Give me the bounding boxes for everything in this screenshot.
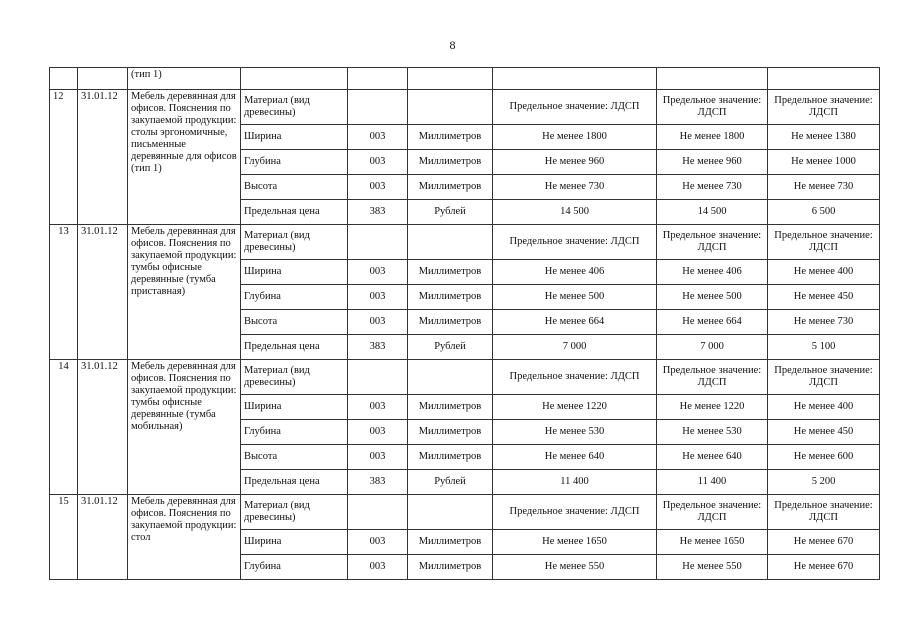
cell-characteristic: Высота (241, 310, 348, 335)
cell-okei-code: 003 (348, 420, 408, 445)
cell-value-3: Не менее 400 (768, 395, 880, 420)
cell-unit: Миллиметров (408, 445, 493, 470)
cell-product-name: Мебель деревянная для офисов. Пояснения по закупаемой продукции: тумбы офисные деревянные (тумба мобильная) (128, 360, 241, 495)
cell-okei-code (348, 90, 408, 125)
cell-value-3: Не менее 450 (768, 420, 880, 445)
cell-value-3: Не менее 730 (768, 310, 880, 335)
table-row (50, 495, 880, 530)
table-row (50, 90, 880, 125)
cell-product-name: Мебель деревянная для офисов. Пояснения по закупаемой продукции: тумбы офисные деревянные (тумба приставная) (128, 225, 241, 360)
cell-value-3: 5 200 (768, 470, 880, 495)
cell-value-2: Не менее 730 (657, 175, 768, 200)
cell-product-name: Мебель деревянная для офисов. Пояснения по закупаемой продукции: стол (128, 495, 241, 580)
cell-characteristic: Глубина (241, 285, 348, 310)
cell-value-2: Не менее 640 (657, 445, 768, 470)
cell-okei-code: 003 (348, 285, 408, 310)
cell-characteristic: Предельная цена (241, 470, 348, 495)
cell-value-1: Не менее 530 (493, 420, 657, 445)
cell-okei-code: 003 (348, 175, 408, 200)
cell-value-3: Не менее 450 (768, 285, 880, 310)
cell-unit: Рублей (408, 470, 493, 495)
cell-value-3: Предельное значение: ЛДСП (768, 90, 880, 125)
cell-value-1: Не менее 550 (493, 555, 657, 580)
cell-okpd-code: 31.01.12 (78, 225, 128, 360)
cell-empty (241, 68, 348, 90)
cell-characteristic: Высота (241, 445, 348, 470)
cell-value-1: 11 400 (493, 470, 657, 495)
cell-okei-code: 003 (348, 555, 408, 580)
cell-row-number: 12 (50, 90, 78, 225)
cell-characteristic: Предельная цена (241, 335, 348, 360)
cell-value-1: Не менее 730 (493, 175, 657, 200)
cell-value-3: Предельное значение: ЛДСП (768, 495, 880, 530)
spec-table (49, 67, 880, 580)
cell-unit (408, 90, 493, 125)
cell-value-2: Предельное значение: ЛДСП (657, 225, 768, 260)
cell-value-2: Не менее 406 (657, 260, 768, 285)
cell-unit: Рублей (408, 200, 493, 225)
cell-characteristic: Материал (вид древесины) (241, 225, 348, 260)
cell-okei-code: 003 (348, 395, 408, 420)
cell-unit: Миллиметров (408, 420, 493, 445)
cell-value-2: 14 500 (657, 200, 768, 225)
cell-name-continuation: (тип 1) (128, 68, 241, 90)
cell-unit (408, 495, 493, 530)
cell-value-2: 11 400 (657, 470, 768, 495)
cell-okei-code: 003 (348, 530, 408, 555)
cell-unit: Миллиметров (408, 530, 493, 555)
cell-value-1: Не менее 960 (493, 150, 657, 175)
cell-value-1: Предельное значение: ЛДСП (493, 495, 657, 530)
cell-value-1: Не менее 664 (493, 310, 657, 335)
cell-characteristic: Ширина (241, 395, 348, 420)
table-row (50, 360, 880, 395)
cell-product-name: Мебель деревянная для офисов. Пояснения по закупаемой продукции: столы эргономичные, письменные деревянные для офисов (тип 1) (128, 90, 241, 225)
cell-value-3: Не менее 670 (768, 555, 880, 580)
cell-value-3: Не менее 1380 (768, 125, 880, 150)
cell-characteristic: Высота (241, 175, 348, 200)
cell-value-3: Предельное значение: ЛДСП (768, 360, 880, 395)
cell-value-1: Предельное значение: ЛДСП (493, 90, 657, 125)
cell-okei-code: 383 (348, 335, 408, 360)
cell-characteristic: Материал (вид древесины) (241, 495, 348, 530)
cell-unit: Миллиметров (408, 310, 493, 335)
cell-value-1: Не менее 500 (493, 285, 657, 310)
cell-okei-code (348, 360, 408, 395)
cell-row-number: 13 (50, 225, 78, 360)
cell-empty (408, 68, 493, 90)
cell-characteristic: Материал (вид древесины) (241, 360, 348, 395)
cell-characteristic: Глубина (241, 150, 348, 175)
cell-value-1: Не менее 1650 (493, 530, 657, 555)
table-row-continuation (50, 68, 880, 90)
cell-value-3: Не менее 730 (768, 175, 880, 200)
cell-value-1: Предельное значение: ЛДСП (493, 225, 657, 260)
cell-unit: Рублей (408, 335, 493, 360)
cell-okei-code (348, 225, 408, 260)
cell-value-2: Не менее 1220 (657, 395, 768, 420)
cell-characteristic: Материал (вид древесины) (241, 90, 348, 125)
cell-row-number: 14 (50, 360, 78, 495)
cell-characteristic: Глубина (241, 555, 348, 580)
cell-okei-code: 003 (348, 445, 408, 470)
cell-value-3: 5 100 (768, 335, 880, 360)
cell-value-2: Не менее 960 (657, 150, 768, 175)
cell-okpd-code: 31.01.12 (78, 360, 128, 495)
cell-value-2: Не менее 664 (657, 310, 768, 335)
cell-value-3: Не менее 400 (768, 260, 880, 285)
cell-okpd-code: 31.01.12 (78, 90, 128, 225)
cell-unit: Миллиметров (408, 150, 493, 175)
spec-table-body (50, 68, 880, 580)
cell-characteristic: Ширина (241, 260, 348, 285)
cell-empty (493, 68, 657, 90)
cell-value-3: Не менее 1000 (768, 150, 880, 175)
cell-characteristic: Глубина (241, 420, 348, 445)
cell-unit: Миллиметров (408, 555, 493, 580)
cell-characteristic: Предельная цена (241, 200, 348, 225)
cell-value-2: Не менее 550 (657, 555, 768, 580)
cell-value-1: Не менее 1220 (493, 395, 657, 420)
cell-value-1: 14 500 (493, 200, 657, 225)
cell-characteristic: Ширина (241, 530, 348, 555)
cell-okei-code: 003 (348, 310, 408, 335)
cell-value-3: 6 500 (768, 200, 880, 225)
cell-empty (657, 68, 768, 90)
cell-row-number: 15 (50, 495, 78, 580)
cell-value-3: Не менее 670 (768, 530, 880, 555)
table-row (50, 225, 880, 260)
cell-value-2: Не менее 500 (657, 285, 768, 310)
cell-value-1: Не менее 640 (493, 445, 657, 470)
cell-value-1: 7 000 (493, 335, 657, 360)
cell-value-2: Не менее 1650 (657, 530, 768, 555)
cell-okei-code: 003 (348, 150, 408, 175)
cell-unit (408, 225, 493, 260)
cell-value-3: Предельное значение: ЛДСП (768, 225, 880, 260)
cell-unit: Миллиметров (408, 260, 493, 285)
cell-okei-code: 383 (348, 200, 408, 225)
cell-value-1: Не менее 406 (493, 260, 657, 285)
cell-okpd-code: 31.01.12 (78, 495, 128, 580)
cell-unit: Миллиметров (408, 125, 493, 150)
cell-value-1: Не менее 1800 (493, 125, 657, 150)
cell-value-2: Не менее 530 (657, 420, 768, 445)
cell-value-2: Предельное значение: ЛДСП (657, 90, 768, 125)
cell-empty (348, 68, 408, 90)
cell-value-2: Предельное значение: ЛДСП (657, 495, 768, 530)
cell-okei-code (348, 495, 408, 530)
cell-value-2: Не менее 1800 (657, 125, 768, 150)
cell-empty (78, 68, 128, 90)
cell-unit (408, 360, 493, 395)
cell-value-2: Предельное значение: ЛДСП (657, 360, 768, 395)
cell-empty (768, 68, 880, 90)
cell-unit: Миллиметров (408, 175, 493, 200)
cell-value-2: 7 000 (657, 335, 768, 360)
cell-unit: Миллиметров (408, 395, 493, 420)
cell-characteristic: Ширина (241, 125, 348, 150)
cell-okei-code: 003 (348, 125, 408, 150)
cell-value-1: Предельное значение: ЛДСП (493, 360, 657, 395)
cell-okei-code: 383 (348, 470, 408, 495)
cell-unit: Миллиметров (408, 285, 493, 310)
page-number: 8 (449, 38, 456, 52)
cell-empty (50, 68, 78, 90)
cell-okei-code: 003 (348, 260, 408, 285)
cell-value-3: Не менее 600 (768, 445, 880, 470)
